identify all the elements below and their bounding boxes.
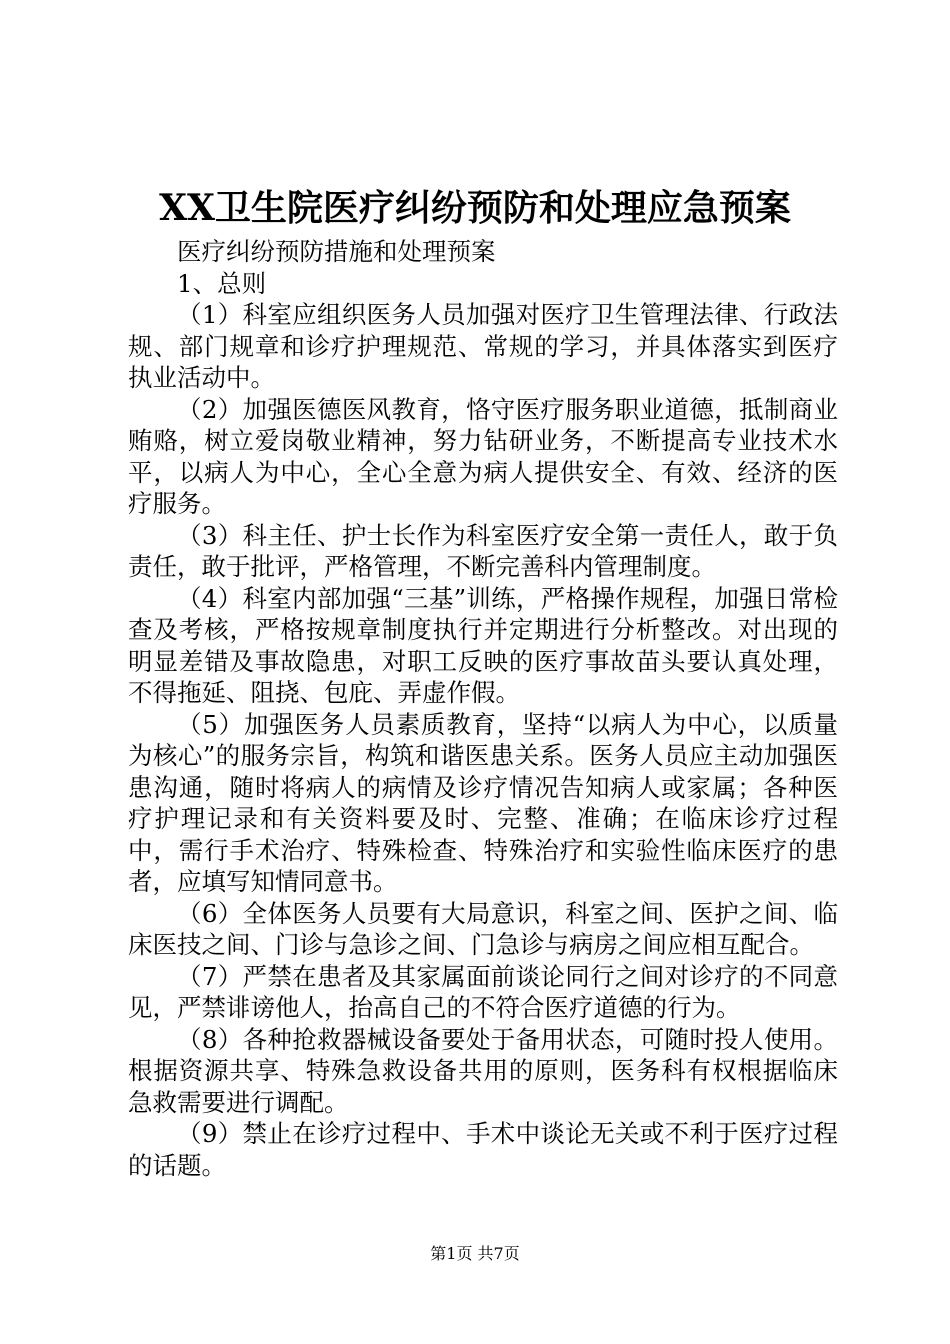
paragraph-7: （7）严禁在患者及其家属面前谈论同行之间对诊疗的不同意见，严禁诽谤他人，抬高自己的不符合医疗道德的行为。: [128, 961, 838, 1022]
page-footer: 第1页 共7页: [430, 1244, 520, 1263]
paragraph-6: （6）全体医务人员要有大局意识，科室之间、医护之间、临床医技之间、门诊与急诊之间、门急诊与病房之间应相互配合。: [128, 898, 838, 959]
section-heading: 1、总则: [177, 268, 267, 298]
paragraph-1: （1）科室应组织医务人员加强对医疗卫生管理法律、行政法规、部门规章和诊疗护理规范、常规的学习，并具体落实到医疗执业活动中。: [128, 300, 838, 392]
subtitle-paragraph: 医疗纠纷预防措施和处理预案: [177, 237, 496, 266]
document-title: XX卫生院医疗纠纷预防和处理应急预案: [159, 187, 791, 229]
paragraph-2: （2）加强医德医风教育，恪守医疗服务职业道德，抵制商业贿赂，树立爱岗敬业精神，努力钻研业务，不断提高专业技术水平，以病人为中心，全心全意为病人提供安全、有效、经济的医疗服务。: [128, 394, 838, 518]
paragraph-3: （3）科主任、护士长作为科室医疗安全第一责任人，敢于负责任，敢于批评，严格管理，不断完善科内管理制度。: [128, 520, 838, 581]
paragraph-9: （9）禁止在诊疗过程中、手术中谈论无关或不利于医疗过程的话题。: [128, 1119, 838, 1180]
document-body: [128, 236, 838, 1181]
paragraph-8: （8）各种抢救器械设备要处于备用状态，可随时投人使用。根据资源共享、特殊急救设备共用的原则，医务科有权根据临床急救需要进行调配。: [128, 1024, 838, 1117]
paragraph-4: （4）科室内部加强“三基”训练，严格操作规程，加强日常检查及考核，严格按规章制度执行并定期进行分析整改。对出现的明显差错及事故隐患，对职工反映的医疗事故苗头要认真处理，不得拖延、阻挠、包庇、弄虚作假。: [128, 583, 838, 707]
paragraph-5: （5）加强医务人员素质教育，坚持“以病人为中心，以质量为核心”的服务宗旨，构筑和谐医患关系。医务人员应主动加强医患沟通，随时将病人的病情及诊疗情况告知病人或家属；各种医疗护理记录和有关资料要及时、完整、准确；在临床诊疗过程中，需行手术治疗、特殊检查、特殊治疗和实验性临床医疗的患者，应填写知情同意书。: [128, 709, 838, 896]
